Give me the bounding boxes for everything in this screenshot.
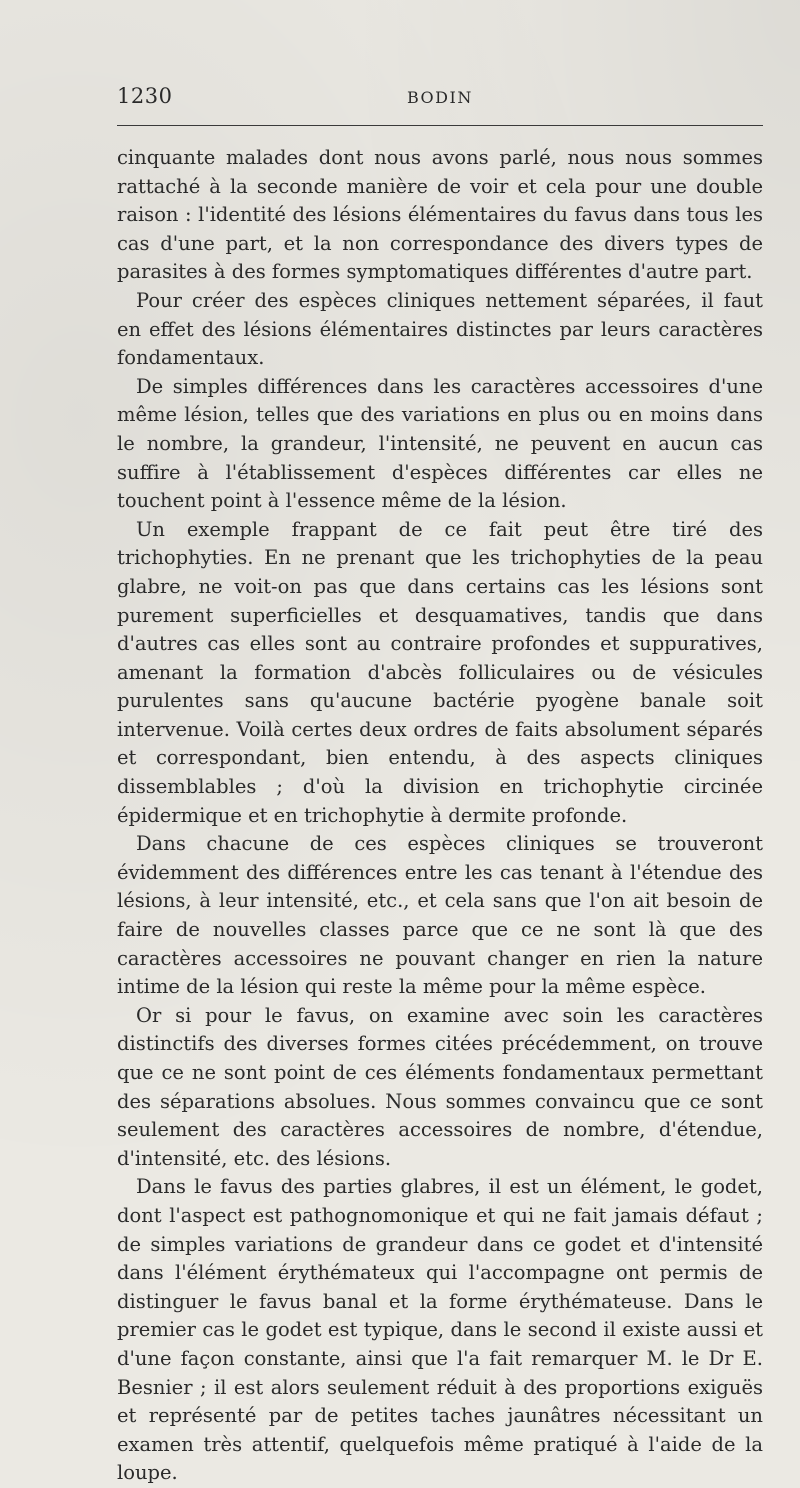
header-rule — [117, 125, 763, 126]
paragraph: Dans le favus des parties glabres, il est un élément, le godet, dont l'aspect est pathognomonique et qui ne fait jamais défaut ; de simples variations de grandeur dans ce godet et d'intensité dans l'élément érythémateux qui l'accompagne ont permis de distinguer le favus banal et la forme érythémateuse. Dans le premier cas le godet est typique, dans le second il existe aussi et d'une façon constante, ainsi que l'a fait remarquer M. le Dr E. Besnier ; il est alors seulement réduit à des proportions exiguës et représenté par de petites taches jaunâtres nécessitant un examen très attentif, quelquefois même pratiqué à l'aide de la loupe. — [117, 1175, 763, 1485]
paragraph: De simples différences dans les caractères accessoires d'une même lésion, telles que des variations en plus ou en moins dans le nombre, la grandeur, l'intensité, ne peuvent en aucun cas suffire à l'établissement d'espèces différentes car elles ne touchent point à l'essence même de la lésion. — [117, 374, 763, 513]
page-header — [117, 84, 763, 114]
paragraph: Dans chacune de ces espèces cliniques se trouveront évidemment des différences entre les cas tenant à l'étendue des lésions, à leur intensité, etc., et cela sans que l'on ait besoin de faire de nouvelles classes parce que ce ne sont là que des caractères accessoires ne pouvant changer en rien la nature intime de la lésion qui reste la même pour la même espèce. — [117, 832, 763, 999]
paragraph: Pour créer des espèces cliniques nettement séparées, il faut en effet des lésions élémentaires distinctes par leurs caractères fondamentaux. — [117, 288, 763, 370]
paragraph: cinquante malades dont nous avons parlé, nous nous sommes rattaché à la seconde manière de voir et cela pour une double raison : l'identité des lésions élémentaires du favus dans tous les cas d'une part, et la non correspondance des divers types de parasites à des formes symptomatiques différentes d'autre part. — [117, 146, 763, 284]
page-number: 1230 — [117, 84, 173, 108]
paragraph: Un exemple frappant de ce fait peut être tiré des trichophyties. En ne prenant que les trichophyties de la peau glabre, ne voit-on pas que dans certains cas les lésions sont purement superficielles et desquamatives, tandis que dans d'autres cas elles sont au contraire profondes et suppuratives, amenant la formation d'abcès folliculaires ou de vésicules purulentes sans qu'aucune bactérie pyogène banale soit intervenue. Voilà certes deux ordres de faits absolument séparés et correspondant, bien entendu, à des aspects cliniques dissemblables ; d'où la division en trichophytie circinée épidermique et en trichophytie à dermite profonde. — [117, 517, 763, 827]
running-head: BODIN — [407, 88, 473, 107]
paragraph: Or si pour le favus, on examine avec soin les caractères distinctifs des diverses formes citées précédemment, on trouve que ce ne sont point de ces éléments fondamentaux permettant des séparations absolues. Nous sommes convaincu que ce sont seulement des caractères accessoires de nombre, d'étendue, d'intensité, etc. des lésions. — [117, 1003, 763, 1170]
body-text — [117, 144, 763, 1488]
